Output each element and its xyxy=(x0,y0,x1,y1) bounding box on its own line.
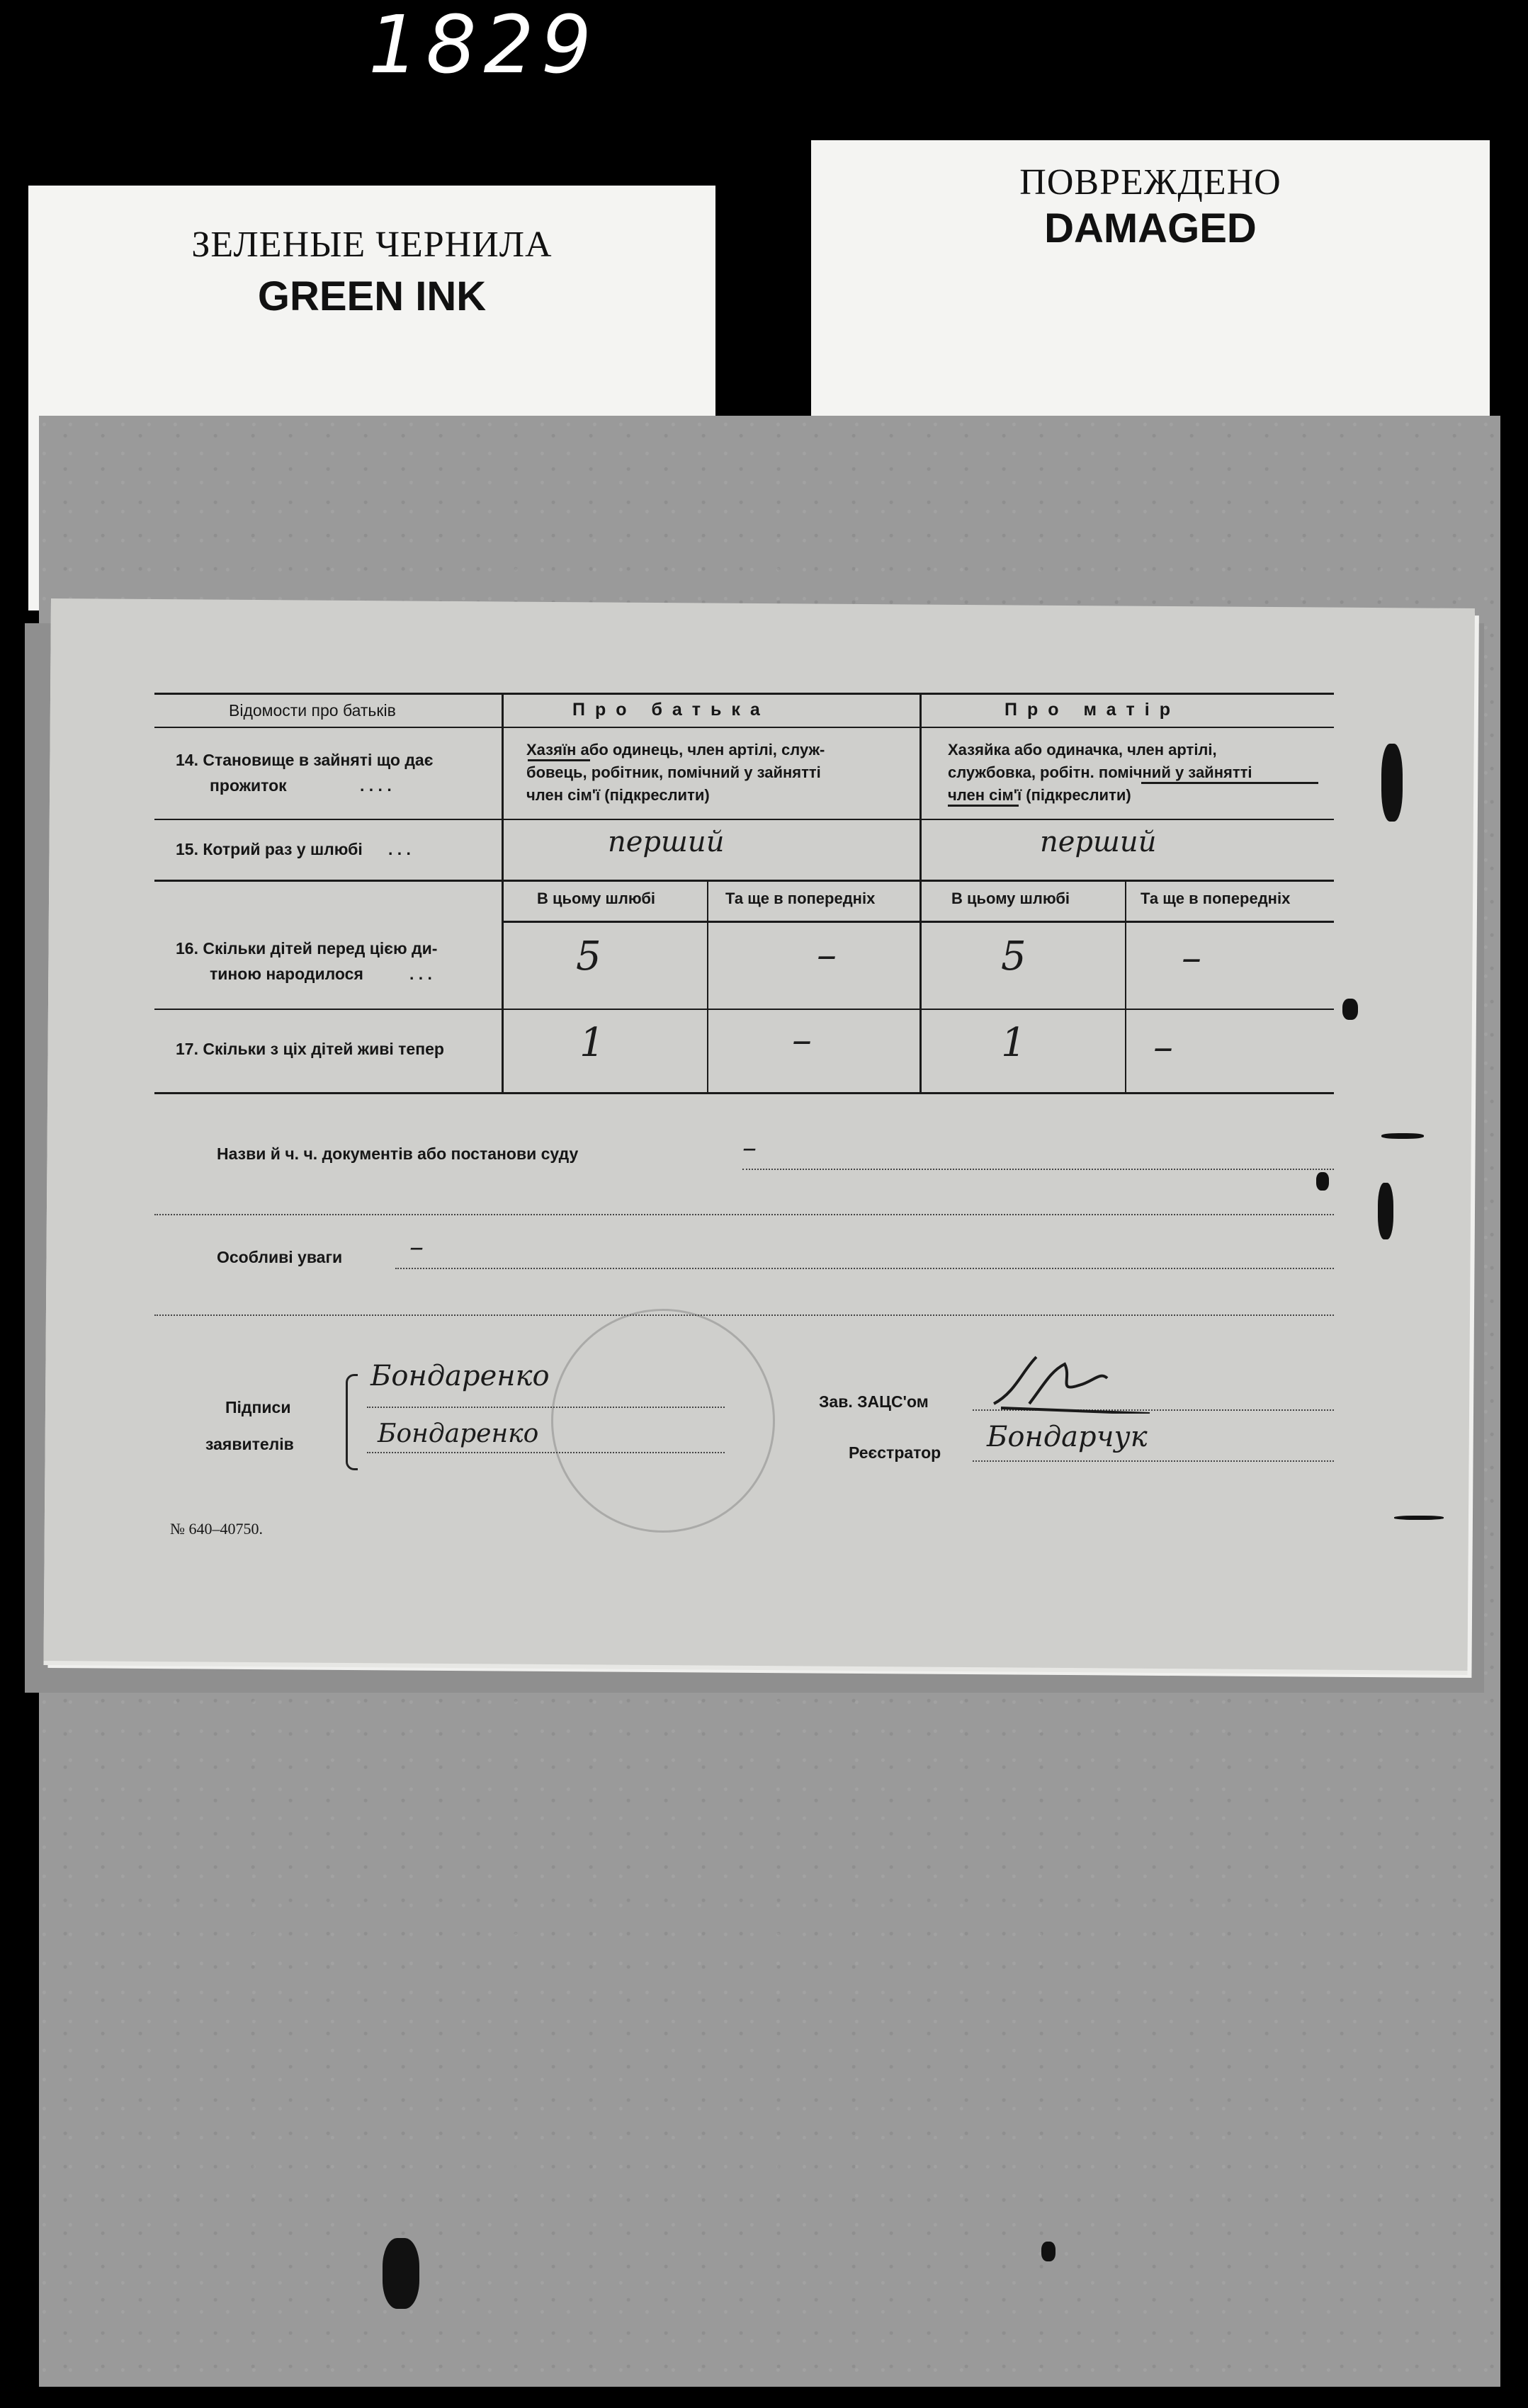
signature-line xyxy=(367,1452,725,1453)
row17-mother-current: 1 xyxy=(1001,1020,1026,1066)
row14-dots: . . . . xyxy=(360,776,392,795)
signatures-label: Підписи xyxy=(225,1398,291,1416)
damage-mark xyxy=(383,2238,419,2309)
col-divider xyxy=(1125,880,1126,1092)
documents-value: – xyxy=(742,1132,757,1164)
header-about-father: Про батька xyxy=(572,700,770,720)
documents-line xyxy=(742,1169,1334,1170)
mother-occupation-underline xyxy=(1141,782,1318,784)
row15-label: 15. Котрий раз у шлюбі xyxy=(176,840,363,858)
green-ink-label-ru: ЗЕЛЕНЫЕ ЧЕРНИЛА xyxy=(191,225,553,265)
signatures-label-cont: заявителів xyxy=(205,1435,294,1453)
damaged-label xyxy=(811,140,1490,424)
row16-rule xyxy=(154,1009,1334,1010)
mother-current-marriage-header: В цьому шлюбі xyxy=(951,890,1070,907)
damage-mark xyxy=(1381,1133,1424,1139)
header-rule xyxy=(154,727,1334,728)
frame-number: 1829 xyxy=(368,0,599,91)
row16-mother-previous: – xyxy=(1182,935,1201,981)
mother-previous-marriages-header: Та ще в попередніх xyxy=(1141,890,1291,907)
green-ink-label-en: GREEN INK xyxy=(257,273,487,319)
documents-line-2 xyxy=(154,1214,1334,1215)
notes-label: Особливі уваги xyxy=(217,1248,343,1266)
row17-father-previous: – xyxy=(792,1017,812,1063)
row16-dots: . . . xyxy=(409,965,432,983)
row17-label: 17. Скільки з ціх дітей живі тепер xyxy=(176,1040,444,1058)
row14-label-cont: прожиток xyxy=(210,776,287,795)
head-label: Зав. ЗАЦС'ом xyxy=(819,1392,929,1411)
row14-mother-option: Хазяйка або одиначка, член артілі, xyxy=(948,741,1217,759)
row14-father-option: член сім'ї (підкреслити) xyxy=(526,786,710,804)
mother-occupation-underline xyxy=(948,805,1019,807)
col-divider xyxy=(919,693,922,1092)
form-number: № 640–40750. xyxy=(170,1520,263,1538)
notes-value: – xyxy=(409,1231,424,1263)
registrar-signature: Бондарчук xyxy=(987,1421,1148,1453)
header-about-mother: Про матір xyxy=(1004,700,1180,720)
signatures-bracket xyxy=(346,1374,358,1470)
row15-rule xyxy=(154,880,1334,882)
table-bottom-rule xyxy=(154,1092,1334,1094)
row14-father-option: бовець, робітник, помічний у зайнятті xyxy=(526,763,821,781)
signature-mother: Бондаренко xyxy=(378,1419,539,1448)
row14-rule xyxy=(154,819,1334,820)
row15-dots: . . . xyxy=(388,840,411,858)
row16-mother-current: 5 xyxy=(1001,933,1026,979)
row15-father-value: перший xyxy=(608,826,725,858)
head-signature xyxy=(987,1343,1157,1414)
documents-label: Назви й ч. ч. документів або постанови суду xyxy=(217,1145,579,1163)
stamp-impression xyxy=(551,1309,775,1533)
row17-mother-previous: – xyxy=(1153,1024,1173,1070)
subheader-rule xyxy=(502,921,1334,923)
row17-father-current: 1 xyxy=(579,1020,605,1066)
registrar-label: Реєстратор xyxy=(849,1443,941,1462)
row15-mother-value: перший xyxy=(1040,826,1157,858)
father-current-marriage-header: В цьому шлюбі xyxy=(537,890,656,907)
damage-mark xyxy=(1378,1183,1393,1239)
father-previous-marriages-header: Та ще в попередніх xyxy=(725,890,876,907)
row16-label-cont: тиною народилося xyxy=(210,965,363,983)
damaged-label-ru: ПОВРЕЖДЕНО xyxy=(1019,162,1281,203)
col-divider xyxy=(707,880,708,1092)
damaged-label-en: DAMAGED xyxy=(1044,205,1257,251)
damage-mark xyxy=(1381,744,1403,822)
damage-mark xyxy=(1316,1172,1329,1191)
table-top-rule xyxy=(154,693,1334,695)
row14-father-option: Хазяїн або одинець, член артілі, служ- xyxy=(526,741,825,759)
father-occupation-underline xyxy=(528,759,590,761)
damage-mark xyxy=(1394,1516,1444,1520)
registrar-signature-line xyxy=(973,1460,1334,1462)
damage-mark xyxy=(1342,999,1358,1020)
row14-mother-option: службовка, робітн. помічний у зайнятті xyxy=(948,763,1252,781)
signature-father: Бондаренко xyxy=(370,1360,550,1392)
notes-line-2 xyxy=(154,1314,1334,1316)
damage-mark xyxy=(1041,2242,1056,2261)
row14-label: 14. Становище в зайняті що дає xyxy=(176,751,434,769)
row14-mother-option: член сім'ї (підкреслити) xyxy=(948,786,1131,804)
signature-line xyxy=(367,1407,725,1408)
row16-father-previous: – xyxy=(817,932,837,978)
row16-label: 16. Скільки дітей перед цією ди- xyxy=(176,939,438,958)
header-parents-info: Відомости про батьків xyxy=(229,701,396,720)
row16-father-current: 5 xyxy=(576,933,601,979)
col-divider xyxy=(502,693,504,1092)
notes-line xyxy=(395,1268,1334,1269)
